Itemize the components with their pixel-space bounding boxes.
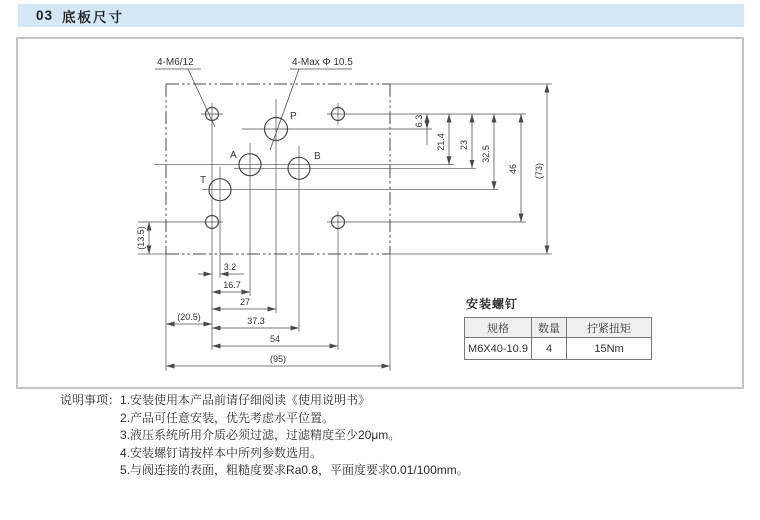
- notes-section: [60, 392, 469, 480]
- mounting-screw-block: [464, 295, 654, 360]
- bottom-dimension-labels: [177, 262, 286, 364]
- screw-table-data-row: [465, 338, 652, 360]
- callouts: [155, 57, 353, 150]
- note-item: 3.液压系统所用介质必须过滤，过滤精度至少20μm。: [120, 428, 401, 442]
- drawing-panel: [16, 37, 744, 389]
- section-title: 底板尺寸: [62, 9, 125, 25]
- dim-23: 23: [459, 139, 469, 151]
- port-label-a: A: [230, 150, 237, 161]
- note-item: 1.安装使用本产品前请仔细阅读《使用说明书》: [120, 393, 371, 407]
- dim-46: 46: [508, 163, 518, 175]
- plate-outline: [166, 84, 390, 254]
- port-circles: [154, 99, 498, 332]
- port-label-p: P: [290, 111, 297, 122]
- cell-spec: M6X40-10.9: [465, 338, 532, 360]
- dim-16-7: 16.7: [223, 280, 241, 290]
- dim-3-2: 3.2: [223, 262, 237, 272]
- dim-13-5: (13.5): [136, 226, 146, 250]
- screw-table-header-row: [465, 318, 652, 338]
- left-dimension: [136, 222, 149, 254]
- header-spec: 规格: [465, 318, 532, 338]
- dim-32-5: 32.5: [481, 145, 491, 163]
- note-item: 5.与阀连接的表面，粗糙度要求Ra0.8，平面度要求0.01/100mm。: [120, 463, 469, 477]
- screw-table: [464, 317, 652, 360]
- dim-73: (73): [534, 162, 544, 180]
- dim-6-3: 6.3: [414, 114, 424, 128]
- screw-table-title: 安装螺钉: [466, 297, 519, 311]
- notes-label: 说明事项：: [60, 393, 121, 407]
- dim-20-5: (20.5): [177, 312, 201, 322]
- port-label-b: B: [314, 151, 321, 162]
- callout-m6-label: 4-M6/12: [157, 57, 194, 68]
- section-number: 03: [36, 8, 54, 23]
- dim-37-3: 37.3: [247, 316, 265, 326]
- dim-95: (95): [269, 354, 287, 364]
- note-item: 2.产品可任意安装，优先考虑水平位置。: [120, 410, 335, 425]
- note-item: 4.安装螺钉请按样本中所列参数选用。: [120, 445, 323, 460]
- dim-27: 27: [239, 297, 251, 307]
- dim-21-4: 21.4: [436, 133, 446, 151]
- section-header-bar: [18, 4, 744, 27]
- header-torque: 拧紧扭矩: [567, 318, 652, 338]
- header-qty: 数量: [532, 318, 567, 338]
- dim-54: 54: [269, 334, 281, 344]
- right-dimensions: [427, 84, 547, 254]
- cell-qty: 4: [532, 338, 567, 360]
- right-dimension-labels: [414, 115, 544, 179]
- callout-max-diameter-label: 4-Max Φ 10.5: [292, 57, 353, 68]
- port-labels: [200, 111, 321, 186]
- notes-items: [120, 392, 469, 480]
- cell-torque: 15Nm: [567, 338, 652, 360]
- port-label-t: T: [200, 175, 207, 186]
